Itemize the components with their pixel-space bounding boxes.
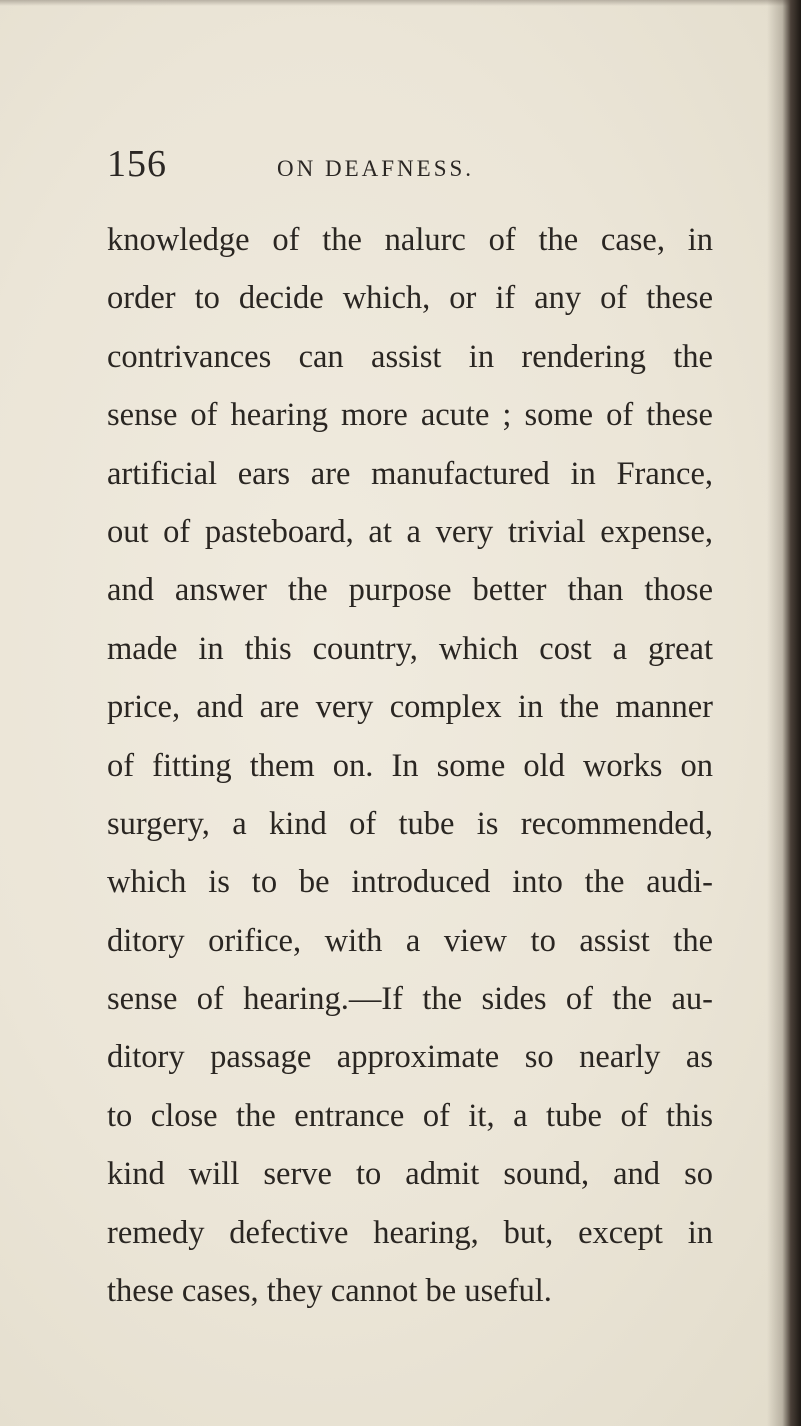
text-line: contrivances can assist in rendering the <box>107 338 713 375</box>
text-line: out of pasteboard, at a very trivial expense, <box>107 513 713 550</box>
page-top-edge <box>0 0 801 6</box>
text-line: ditory passage approximate so nearly as <box>107 1039 713 1076</box>
text-line: order to decide which, or if any of these <box>107 280 713 317</box>
text-line: to close the entrance of it, a tube of this <box>107 1097 713 1134</box>
page-number: 156 <box>107 143 167 185</box>
text-line: and answer the purpose better than those <box>107 572 713 609</box>
text-line: made in this country, which cost a great <box>107 630 713 667</box>
running-head: ON DEAFNESS. <box>277 156 475 181</box>
text-line: sense of hearing more acute ; some of these <box>107 397 713 434</box>
text-line: sense of hearing.—If the sides of the au- <box>107 981 713 1018</box>
binding-gutter-shadow <box>767 0 801 1426</box>
text-line: which is to be introduced into the audi- <box>107 864 713 901</box>
body-paragraph <box>107 211 713 1320</box>
text-line: artificial ears are manufactured in France, <box>107 455 713 492</box>
text-line: remedy defective hearing, but, except in <box>107 1214 713 1251</box>
page-header <box>107 142 727 192</box>
text-line: kind will serve to admit sound, and so <box>107 1156 713 1193</box>
text-line: surgery, a kind of tube is recommended, <box>107 805 713 842</box>
text-line: price, and are very complex in the manner <box>107 689 713 726</box>
text-line: of fitting them on. In some old works on <box>107 747 713 784</box>
text-line: these cases, they cannot be useful. <box>107 1273 552 1310</box>
text-line: knowledge of the nalurc of the case, in <box>107 222 713 258</box>
text-line: ditory orifice, with a view to assist the <box>107 922 713 959</box>
